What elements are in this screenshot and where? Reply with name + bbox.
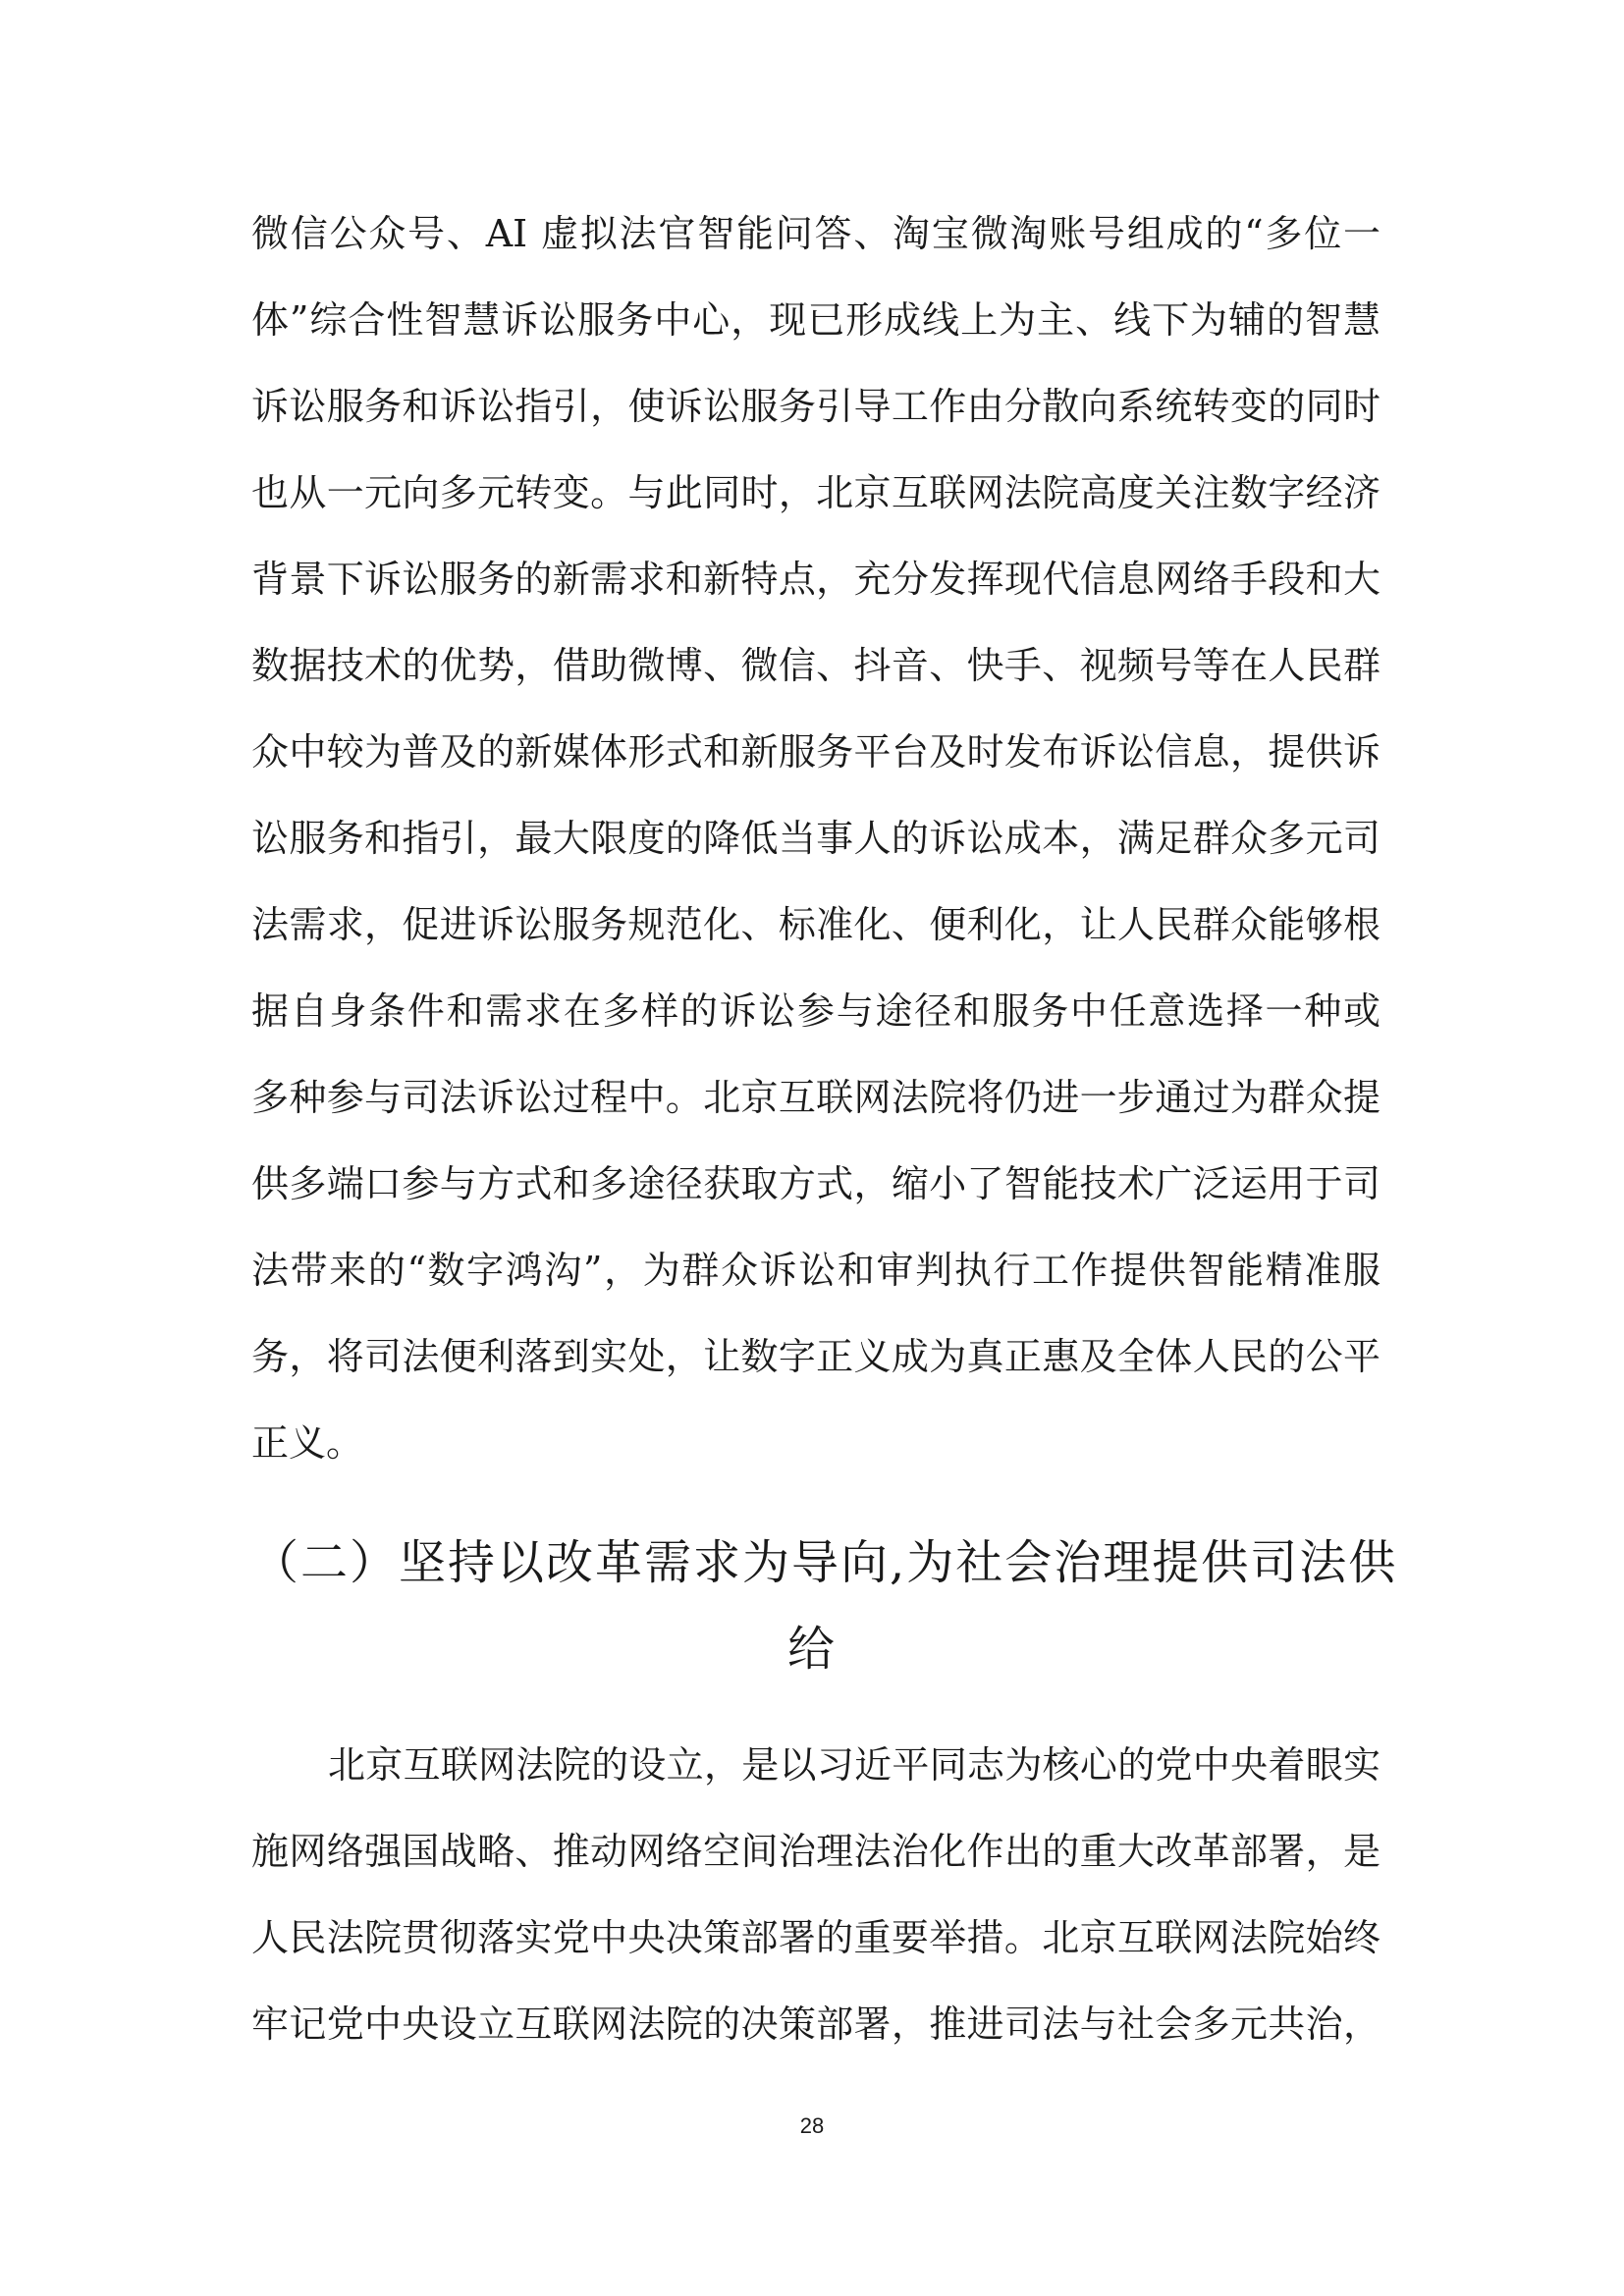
paragraph-2-line-1: 北京互联网法院的设立，是以习近平同志为核心的党中央着眼实 — [328, 1743, 1380, 1787]
paragraph-1-line-1: 微信公众号、AI 虚拟法官智能问答、淘宝微淘账号组成的“多位一 — [251, 212, 1380, 255]
paragraph-1-line-10: 据自身条件和需求在多样的诉讼参与途径和服务中任意选择一种或 — [251, 989, 1380, 1033]
paragraph-1-line-7: 众中较为普及的新媒体形式和新服务平台及时发布诉讼信息，提供诉 — [251, 730, 1380, 774]
paragraph-1-line-4: 也从一元向多元转变。与此同时，北京互联网法院高度关注数字经济 — [251, 471, 1380, 514]
paragraph-1-line-8: 讼服务和指引，最大限度的降低当事人的诉讼成本，满足群众多元司 — [251, 817, 1380, 860]
paragraph-1-line-15: 正义。 — [251, 1421, 364, 1465]
paragraph-1-line-11: 多种参与司法诉讼过程中。北京互联网法院将仍进一步通过为群众提 — [251, 1076, 1380, 1119]
paragraph-1-line-6: 数据技术的优势，借助微博、微信、抖音、快手、视频号等在人民群 — [251, 644, 1380, 687]
section-heading-line-1: （二）坚持以改革需求为导向,为社会治理提供司法供 — [251, 1535, 1398, 1590]
paragraph-1-line-3: 诉讼服务和诉讼指引，使诉讼服务引导工作由分散向系统转变的同时 — [251, 385, 1380, 428]
paragraph-2-line-3: 人民法院贯彻落实党中央决策部署的重要举措。北京互联网法院始终 — [251, 1916, 1380, 1959]
page-number: 28 — [799, 2113, 825, 2138]
paragraph-2-line-4: 牢记党中央设立互联网法院的决策部署，推进司法与社会多元共治， — [251, 2002, 1380, 2046]
section-heading-line-2: 给 — [786, 1622, 837, 1677]
paragraph-1-line-14: 务，将司法便利落到实处，让数字正义成为真正惠及全体人民的公平 — [251, 1335, 1380, 1378]
paragraph-1-line-12: 供多端口参与方式和多途径获取方式，缩小了智能技术广泛运用于司 — [251, 1162, 1380, 1205]
paragraph-1-line-9: 法需求，促进诉讼服务规范化、标准化、便利化，让人民群众能够根 — [251, 903, 1380, 946]
paragraph-1-line-2: 体”综合性智慧诉讼服务中心，现已形成线上为主、线下为辅的智慧 — [251, 298, 1380, 342]
paragraph-1-line-13: 法带来的“数字鸿沟”，为群众诉讼和审判执行工作提供智能精准服 — [251, 1249, 1380, 1292]
paragraph-2-line-2: 施网络强国战略、推动网络空间治理法治化作出的重大改革部署，是 — [251, 1830, 1380, 1873]
paragraph-1-line-5: 背景下诉讼服务的新需求和新特点，充分发挥现代信息网络手段和大 — [251, 558, 1380, 601]
